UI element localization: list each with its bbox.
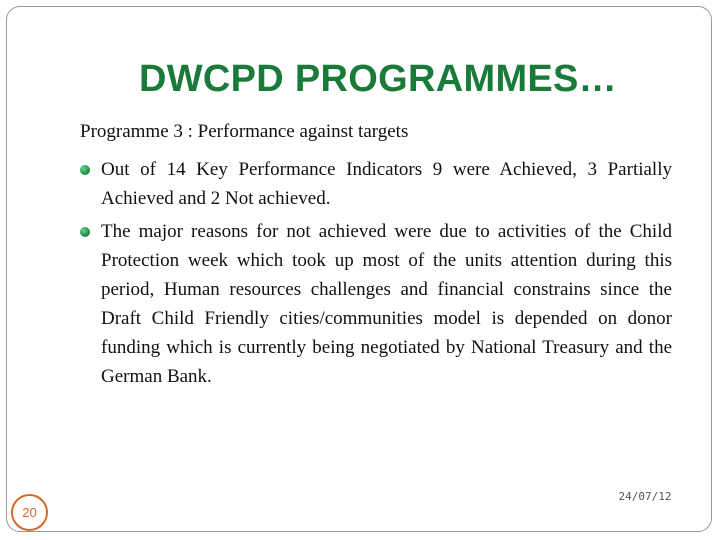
- bullet-dot-icon: [80, 165, 90, 175]
- bullet-text-kpi: Out of 14 Key Performance Indicators 9 were Achieved, 3 Partially Achieved and 2 Not achieved.: [101, 159, 672, 209]
- bullet-dot-icon: [80, 227, 90, 237]
- programme-subheading: Programme 3 : Performance against targets: [80, 121, 409, 142]
- bullet-item-reasons: [80, 217, 672, 391]
- slide-title: DWCPD PROGRAMMES…: [139, 58, 617, 100]
- slide-number-badge: 20: [11, 494, 48, 531]
- bullet-list: [80, 155, 672, 391]
- slide-content: [80, 118, 672, 395]
- bullet-text-reasons: The major reasons for not achieved were due to activities of the Child Protection week which took up most of the units attention during this period, Human resources challenges and financial constrains since the Draft Child Friendly cities/communities model is depended on donor funding which is currently being negotiated by National Treasury and the German Bank.: [101, 221, 672, 387]
- bullet-item-kpi: [80, 155, 672, 213]
- slide-date: 24/07/12: [618, 490, 672, 503]
